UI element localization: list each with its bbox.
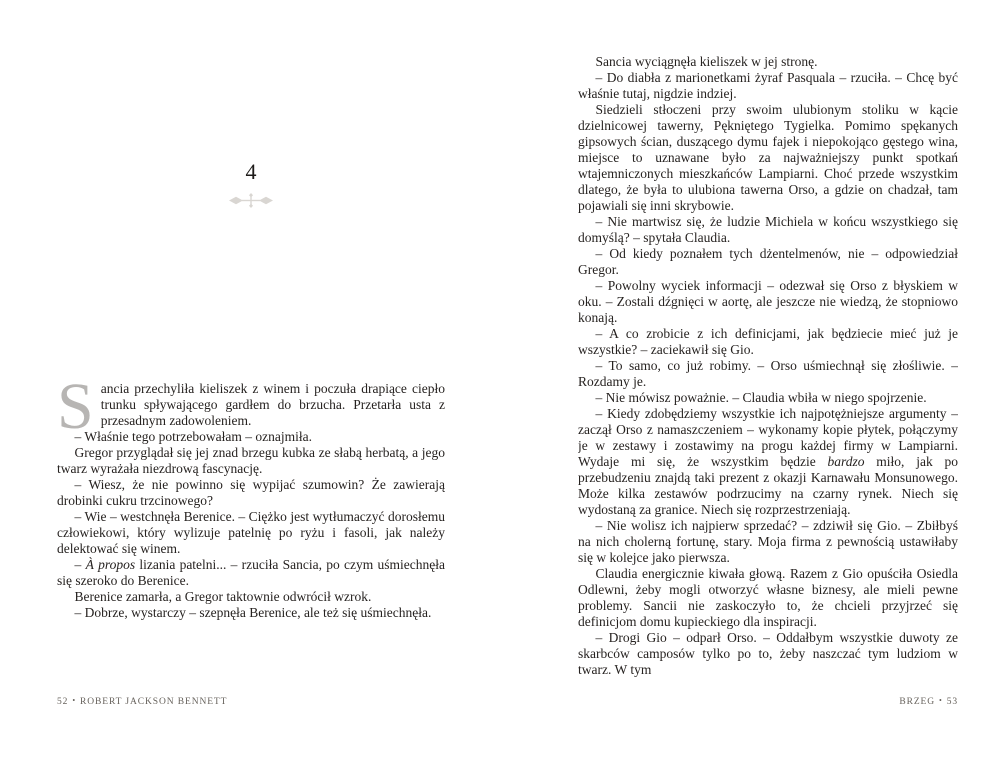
text-run: – Wie – westchnęła Berenice. – Ciężko jest wytłumaczyć dorosłemu człowiekowi, który wylizuje patelnię po ryżu i fasoli, jak należy delektować się winem. [57,509,445,556]
text-run: – To samo, co już robimy. – Orso uśmiechnął się złośliwie. – Rozdamy je. [578,358,958,389]
text-run: – Nie wolisz ich najpierw sprzedać? – zdziwił się Gio. – Zbiłbyś na nich cholerną fortunę, stary. Moja firma z pewnością ustawiłaby się w kolejce jako pierwsza. [578,518,958,565]
paragraph [578,390,958,406]
paragraph [57,605,445,621]
text-run: lizania patelni... – rzuciła Sancia, po czym uśmiechnęła się szeroko do Berenice. [57,557,445,588]
text-run: Gregor przyglądał się jej znad brzegu kubka ze słabą herbatą, a jego twarz wyrażała niezdrową fascynację. [57,445,445,476]
paragraph [578,358,958,390]
paragraph [578,246,958,278]
text-run: Berenice zamarła, a Gregor taktownie odwrócił wzrok. [74,589,372,604]
paragraph [578,214,958,246]
text-run: ancia przechyliła kieliszek z winem i poczuła drapiące ciepło trunku spływającego gardłem do brzucha. Przetarła usta z przesadnym zadowoleniem. [100,381,445,428]
text-run: – Od kiedy poznałem tych dżentelmenów, nie – odpowiedział Gregor. [578,246,958,277]
paragraph [57,429,445,445]
italic-text: À propos [85,557,136,572]
paragraph [578,406,958,518]
chapter-number: 4 [245,159,257,184]
drop-cap: S [57,381,94,443]
right-page-number: 53 [946,697,958,707]
italic-text: bardzo [827,454,865,469]
paragraph [578,326,958,358]
left-page-number: 52 [57,697,69,707]
footer-separator-icon: • [938,696,943,705]
paragraph [57,445,445,477]
text-run: – Nie martwisz się, że ludzie Michiela w końcu wszystkiego się domyślą? – spytała Claudia. [578,214,958,245]
text-run: miło, jak po przebudzeniu znajdą taki prezent z okazji Karnawału Monsunowego. Może kilka zestawów podrzucimy na czarny rynek. Niech się wydostaną za granice. Niech się rozprzestrzeniają. [578,454,958,517]
text-run: – Drogi Gio – odparł Orso. – Oddałbym wszystkie duwoty ze skarbców camposów tylko po to, żeby naszczać tym ludziom w twarz. W tym [578,630,958,677]
text-run: – Nie mówisz poważnie. – Claudia wbiła w niego spojrzenie. [595,390,927,405]
footer-separator-icon: • [72,696,77,705]
running-footer-author: ROBERT JACKSON BENNETT [80,697,228,707]
paragraph [578,278,958,326]
left-page-footer [57,697,445,707]
paragraph [578,102,958,214]
text-run: – [74,557,86,572]
paragraph [57,557,445,589]
left-page-text [57,381,445,621]
chapter-ornament-icon [57,193,445,211]
right-page [578,0,958,758]
paragraph [578,566,958,630]
right-page-text [578,54,958,678]
right-page-footer [578,697,958,707]
text-run: – Kiedy zdobędziemy wszystkie ich najpotężniejsze argumenty – zaczął Orso z namaszczeniem – wykonamy kopie płytek, połączymy je w zestawy i zostawimy na progu każdej firmy w Lampiarni. Wydaje mi się, że wszystkim będzie [578,406,958,469]
text-run: – Wiesz, że nie powinno się wypijać szumowin? Że zawierają drobinki cukru trzcinowego? [57,477,445,508]
paragraph [57,589,445,605]
paragraph [578,70,958,102]
text-run: Sancia wyciągnęła kieliszek w jej stronę. [595,54,818,69]
text-run: Siedzieli stłoczeni przy swoim ulubionym stoliku w kącie dzielnicowej tawerny, Pękniętego Tygielka. Pomimo spękanych gipsowych ścian, duszącego dymu fajek i niepokojąco gęstego wina, miejsce to uznawane było za najważniejszy punkt spotkań wtajemniczonych mieszkańców Lampiarni. Choć przede wszystkim dlatego, że była to ulubiona tawerna Orso, a gdzie on chadzał, tam pojawiali się inni skrybowie. [578,102,958,213]
paragraph [578,518,958,566]
text-run: – Do diabła z marionetkami żyraf Pasquala – rzuciła. – Chcę być właśnie tutaj, nigdzie indziej. [578,70,958,101]
text-run: – Dobrze, wystarczy – szepnęła Berenice, ale też się uśmiechnęła. [74,605,432,620]
text-run: – Właśnie tego potrzebowałam – oznajmiła. [74,429,312,444]
text-run: – A co zrobicie z ich definicjami, jak będziecie mieć już je wszystkie? – zaciekawił się Gio. [578,326,958,357]
paragraph [578,630,958,678]
text-run: Claudia energicznie kiwała głową. Razem z Gio opuściła Osiedla Odlewni, żeby mogli otworzyć własne biznesy, ale mieli pewne problemy. Sancii nie zaskoczyło to, że chcieli przyjrzeć się definicjom domu kupieckiego dla inspiracji. [578,566,958,629]
text-run: – Powolny wyciek informacji – odezwał się Orso z błyskiem w oku. – Zostali dźgnięci w aortę, ale jeszcze nie wiedzą, że stopniowo konają. [578,278,958,325]
running-footer-title: BRZEG [899,697,935,707]
left-page [57,0,445,758]
paragraph [57,509,445,557]
paragraph [57,477,445,509]
paragraph [578,54,958,70]
